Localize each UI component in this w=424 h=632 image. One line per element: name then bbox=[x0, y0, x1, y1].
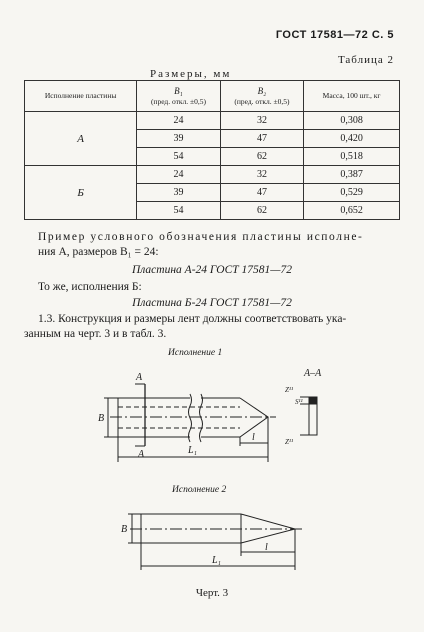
b2-cell: 47 bbox=[220, 130, 303, 148]
units-label: Размеры, мм bbox=[150, 68, 232, 80]
b1-cell: 54 bbox=[137, 202, 220, 220]
designation-a: Пластина А-24 ГОСТ 17581—72 bbox=[131, 264, 293, 276]
mass-cell: 0,529 bbox=[304, 184, 400, 202]
figure-caption: Черт. 3 bbox=[195, 587, 229, 599]
header-b1-tolerance: (пред. откл. ±0,5) bbox=[150, 96, 207, 106]
designation-b: Пластина Б-24 ГОСТ 17581—72 bbox=[132, 297, 292, 309]
section-label-right: А bbox=[138, 449, 145, 460]
variant-1-caption: Исполнение 1 bbox=[168, 348, 223, 358]
b1-cell: 24 bbox=[137, 166, 220, 184]
b1-cell: 39 bbox=[137, 184, 220, 202]
b1-cell: 39 bbox=[137, 130, 220, 148]
dim-l1-label: L₁ bbox=[188, 445, 198, 456]
mass-cell: 0,308 bbox=[304, 112, 400, 130]
mass-cell: 0,420 bbox=[304, 130, 400, 148]
paragraph-1-3-line2: занным на черт. 3 и в табл. 3. bbox=[24, 328, 167, 340]
b2-cell: 47 bbox=[220, 184, 303, 202]
dim-l-label: l bbox=[252, 432, 255, 443]
section-title-label: А–А bbox=[304, 368, 322, 379]
section-a-a-flange bbox=[309, 397, 317, 404]
variant-cell: Б bbox=[25, 166, 137, 220]
paragraph-1-3-line1: 1.3. Конструкция и размеры лент должны соответствовать ука- bbox=[38, 313, 347, 325]
page-header: ГОСТ 17581—72 С. 5 bbox=[275, 29, 394, 41]
dim-s-label: S¹¹ bbox=[295, 398, 303, 406]
variant-1-drawing bbox=[104, 384, 317, 462]
break-line-left bbox=[189, 394, 192, 442]
table-label: Таблица 2 bbox=[337, 54, 394, 66]
mass-cell: 0,518 bbox=[304, 148, 400, 166]
b2-cell: 62 bbox=[220, 148, 303, 166]
b1-cell: 24 bbox=[137, 112, 220, 130]
variant-cell: А bbox=[25, 112, 137, 166]
dim-lb-label: l bbox=[265, 542, 268, 553]
header-variant: Исполнение пластины bbox=[25, 81, 137, 112]
b1-cell: 54 bbox=[137, 148, 220, 166]
dim-b2-label: B bbox=[121, 524, 128, 535]
b2-cell: 32 bbox=[220, 112, 303, 130]
variant-2-caption: Исполнение 2 bbox=[172, 485, 227, 495]
dim-b-label: B bbox=[98, 413, 105, 424]
example-continuation: ния А, размеров B₁ = 24: bbox=[38, 246, 159, 258]
dim-l1b-label: L₁ bbox=[212, 555, 222, 566]
same-variant-b: То же, исполнения Б: bbox=[38, 281, 142, 293]
header-b1-symbol: B₁ bbox=[174, 85, 183, 96]
mass-cell: 0,652 bbox=[304, 202, 400, 220]
mass-cell: 0,387 bbox=[304, 166, 400, 184]
b2-cell: 32 bbox=[220, 166, 303, 184]
header-b2-symbol: B₂ bbox=[257, 85, 267, 96]
header-b2-tolerance: (пред. откл. ±0,5) bbox=[234, 96, 290, 106]
break-line-right bbox=[200, 394, 203, 442]
example-heading: Пример условного обозначения пластины исполне- bbox=[38, 231, 364, 243]
b2-cell: 62 bbox=[220, 202, 303, 220]
section-label-left: А bbox=[136, 372, 143, 383]
header-mass: Масса, 100 шт., кг bbox=[304, 81, 400, 112]
dim-z-top-label: Z¹¹ bbox=[285, 386, 294, 394]
dim-z-bottom-label: Z¹¹ bbox=[285, 438, 294, 446]
